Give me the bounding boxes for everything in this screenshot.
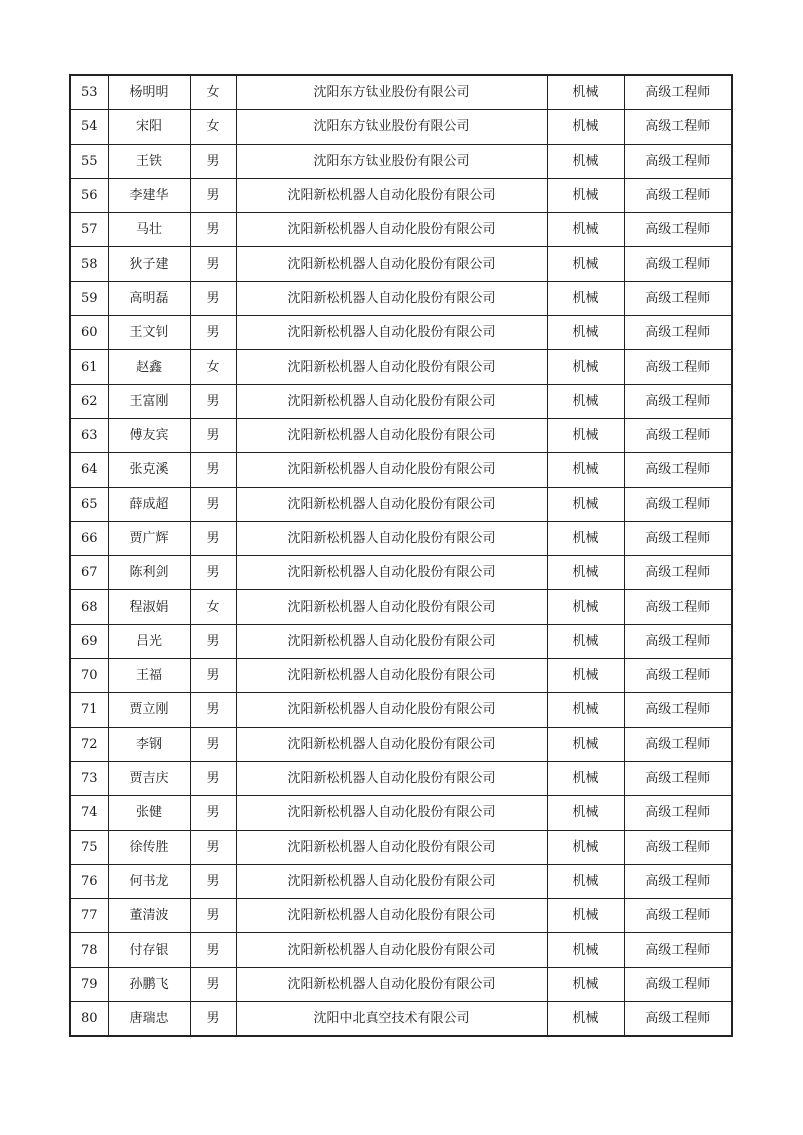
gender-cell: 男 — [190, 761, 236, 795]
title-cell: 高级工程师 — [624, 213, 732, 247]
title-cell: 高级工程师 — [624, 693, 732, 727]
table-row — [70, 487, 732, 521]
gender-cell: 男 — [190, 247, 236, 281]
table-row — [70, 350, 732, 384]
row-number-cell: 60 — [70, 316, 108, 350]
company-cell: 沈阳新松机器人自动化股份有限公司 — [236, 761, 547, 795]
row-number-cell: 69 — [70, 624, 108, 658]
title-cell: 高级工程师 — [624, 556, 732, 590]
name-cell: 杨明明 — [108, 75, 190, 110]
row-number-cell: 74 — [70, 796, 108, 830]
title-cell: 高级工程师 — [624, 624, 732, 658]
table-row — [70, 1002, 732, 1037]
name-cell: 王铁 — [108, 144, 190, 178]
field-cell: 机械 — [547, 761, 624, 795]
table-row — [70, 624, 732, 658]
gender-cell: 男 — [190, 727, 236, 761]
gender-cell: 男 — [190, 796, 236, 830]
title-cell: 高级工程师 — [624, 110, 732, 144]
name-cell: 王富刚 — [108, 384, 190, 418]
company-cell: 沈阳新松机器人自动化股份有限公司 — [236, 727, 547, 761]
gender-cell: 男 — [190, 453, 236, 487]
table-row — [70, 75, 732, 110]
gender-cell: 男 — [190, 316, 236, 350]
row-number-cell: 73 — [70, 761, 108, 795]
gender-cell: 男 — [190, 933, 236, 967]
row-number-cell: 64 — [70, 453, 108, 487]
company-cell: 沈阳新松机器人自动化股份有限公司 — [236, 556, 547, 590]
field-cell: 机械 — [547, 75, 624, 110]
table-row — [70, 590, 732, 624]
table-row — [70, 761, 732, 795]
title-cell: 高级工程师 — [624, 1002, 732, 1037]
title-cell: 高级工程师 — [624, 659, 732, 693]
title-cell: 高级工程师 — [624, 864, 732, 898]
field-cell: 机械 — [547, 178, 624, 212]
row-number-cell: 77 — [70, 899, 108, 933]
name-cell: 付存银 — [108, 933, 190, 967]
row-number-cell: 70 — [70, 659, 108, 693]
table-row — [70, 281, 732, 315]
name-cell: 程淑娟 — [108, 590, 190, 624]
company-cell: 沈阳新松机器人自动化股份有限公司 — [236, 796, 547, 830]
row-number-cell: 61 — [70, 350, 108, 384]
table-row — [70, 727, 732, 761]
field-cell: 机械 — [547, 316, 624, 350]
table-row — [70, 247, 732, 281]
name-cell: 张克溪 — [108, 453, 190, 487]
field-cell: 机械 — [547, 624, 624, 658]
table-row — [70, 521, 732, 555]
table-row — [70, 933, 732, 967]
field-cell: 机械 — [547, 521, 624, 555]
name-cell: 马壮 — [108, 213, 190, 247]
row-number-cell: 79 — [70, 967, 108, 1001]
table-row — [70, 110, 732, 144]
row-number-cell: 71 — [70, 693, 108, 727]
gender-cell: 男 — [190, 213, 236, 247]
gender-cell: 男 — [190, 556, 236, 590]
title-cell: 高级工程师 — [624, 830, 732, 864]
company-cell: 沈阳中北真空技术有限公司 — [236, 1002, 547, 1037]
field-cell: 机械 — [547, 796, 624, 830]
gender-cell: 男 — [190, 659, 236, 693]
gender-cell: 男 — [190, 178, 236, 212]
row-number-cell: 54 — [70, 110, 108, 144]
field-cell: 机械 — [547, 247, 624, 281]
field-cell: 机械 — [547, 693, 624, 727]
field-cell: 机械 — [547, 350, 624, 384]
field-cell: 机械 — [547, 899, 624, 933]
gender-cell: 男 — [190, 384, 236, 418]
gender-cell: 男 — [190, 281, 236, 315]
field-cell: 机械 — [547, 1002, 624, 1037]
title-cell: 高级工程师 — [624, 316, 732, 350]
table-row — [70, 144, 732, 178]
title-cell: 高级工程师 — [624, 75, 732, 110]
gender-cell: 男 — [190, 418, 236, 452]
row-number-cell: 56 — [70, 178, 108, 212]
name-cell: 狄子建 — [108, 247, 190, 281]
company-cell: 沈阳新松机器人自动化股份有限公司 — [236, 350, 547, 384]
name-cell: 张健 — [108, 796, 190, 830]
title-cell: 高级工程师 — [624, 487, 732, 521]
name-cell: 贾吉庆 — [108, 761, 190, 795]
row-number-cell: 57 — [70, 213, 108, 247]
name-cell: 薛成超 — [108, 487, 190, 521]
row-number-cell: 76 — [70, 864, 108, 898]
row-number-cell: 63 — [70, 418, 108, 452]
title-cell: 高级工程师 — [624, 933, 732, 967]
gender-cell: 男 — [190, 144, 236, 178]
gender-cell: 女 — [190, 350, 236, 384]
name-cell: 李建华 — [108, 178, 190, 212]
name-cell: 傅友宾 — [108, 418, 190, 452]
table-row — [70, 418, 732, 452]
gender-cell: 男 — [190, 624, 236, 658]
name-cell: 王文钊 — [108, 316, 190, 350]
gender-cell: 男 — [190, 899, 236, 933]
title-cell: 高级工程师 — [624, 418, 732, 452]
company-cell: 沈阳新松机器人自动化股份有限公司 — [236, 487, 547, 521]
title-cell: 高级工程师 — [624, 967, 732, 1001]
name-cell: 唐瑞忠 — [108, 1002, 190, 1037]
table-row — [70, 899, 732, 933]
company-cell: 沈阳新松机器人自动化股份有限公司 — [236, 864, 547, 898]
field-cell: 机械 — [547, 144, 624, 178]
title-cell: 高级工程师 — [624, 899, 732, 933]
table-row — [70, 693, 732, 727]
table-row — [70, 967, 732, 1001]
company-cell: 沈阳新松机器人自动化股份有限公司 — [236, 830, 547, 864]
table-row — [70, 659, 732, 693]
company-cell: 沈阳新松机器人自动化股份有限公司 — [236, 659, 547, 693]
company-cell: 沈阳新松机器人自动化股份有限公司 — [236, 281, 547, 315]
title-cell: 高级工程师 — [624, 247, 732, 281]
field-cell: 机械 — [547, 659, 624, 693]
field-cell: 机械 — [547, 281, 624, 315]
company-cell: 沈阳新松机器人自动化股份有限公司 — [236, 178, 547, 212]
company-cell: 沈阳新松机器人自动化股份有限公司 — [236, 624, 547, 658]
row-number-cell: 67 — [70, 556, 108, 590]
field-cell: 机械 — [547, 727, 624, 761]
gender-cell: 男 — [190, 693, 236, 727]
table-row — [70, 830, 732, 864]
title-cell: 高级工程师 — [624, 178, 732, 212]
field-cell: 机械 — [547, 590, 624, 624]
company-cell: 沈阳新松机器人自动化股份有限公司 — [236, 933, 547, 967]
company-cell: 沈阳新松机器人自动化股份有限公司 — [236, 316, 547, 350]
company-cell: 沈阳新松机器人自动化股份有限公司 — [236, 453, 547, 487]
row-number-cell: 72 — [70, 727, 108, 761]
table-row — [70, 556, 732, 590]
table-row — [70, 178, 732, 212]
company-cell: 沈阳新松机器人自动化股份有限公司 — [236, 213, 547, 247]
company-cell: 沈阳新松机器人自动化股份有限公司 — [236, 590, 547, 624]
roster-table — [69, 74, 733, 1037]
title-cell: 高级工程师 — [624, 727, 732, 761]
name-cell: 徐传胜 — [108, 830, 190, 864]
title-cell: 高级工程师 — [624, 521, 732, 555]
table-row — [70, 384, 732, 418]
gender-cell: 女 — [190, 75, 236, 110]
company-cell: 沈阳新松机器人自动化股份有限公司 — [236, 384, 547, 418]
field-cell: 机械 — [547, 453, 624, 487]
row-number-cell: 78 — [70, 933, 108, 967]
name-cell: 宋阳 — [108, 110, 190, 144]
name-cell: 赵鑫 — [108, 350, 190, 384]
company-cell: 沈阳新松机器人自动化股份有限公司 — [236, 693, 547, 727]
field-cell: 机械 — [547, 418, 624, 452]
name-cell: 孙鹏飞 — [108, 967, 190, 1001]
table-row — [70, 864, 732, 898]
title-cell: 高级工程师 — [624, 384, 732, 418]
name-cell: 贾立刚 — [108, 693, 190, 727]
company-cell: 沈阳新松机器人自动化股份有限公司 — [236, 521, 547, 555]
company-cell: 沈阳新松机器人自动化股份有限公司 — [236, 967, 547, 1001]
title-cell: 高级工程师 — [624, 590, 732, 624]
field-cell: 机械 — [547, 933, 624, 967]
title-cell: 高级工程师 — [624, 453, 732, 487]
roster-table-body — [70, 75, 732, 1036]
company-cell: 沈阳新松机器人自动化股份有限公司 — [236, 418, 547, 452]
company-cell: 沈阳东方钛业股份有限公司 — [236, 110, 547, 144]
name-cell: 陈利剑 — [108, 556, 190, 590]
row-number-cell: 65 — [70, 487, 108, 521]
field-cell: 机械 — [547, 967, 624, 1001]
title-cell: 高级工程师 — [624, 796, 732, 830]
company-cell: 沈阳东方钛业股份有限公司 — [236, 144, 547, 178]
gender-cell: 女 — [190, 110, 236, 144]
row-number-cell: 75 — [70, 830, 108, 864]
row-number-cell: 80 — [70, 1002, 108, 1037]
field-cell: 机械 — [547, 384, 624, 418]
row-number-cell: 66 — [70, 521, 108, 555]
row-number-cell: 62 — [70, 384, 108, 418]
field-cell: 机械 — [547, 213, 624, 247]
title-cell: 高级工程师 — [624, 761, 732, 795]
name-cell: 王福 — [108, 659, 190, 693]
name-cell: 吕光 — [108, 624, 190, 658]
name-cell: 何书龙 — [108, 864, 190, 898]
field-cell: 机械 — [547, 864, 624, 898]
row-number-cell: 68 — [70, 590, 108, 624]
gender-cell: 男 — [190, 830, 236, 864]
company-cell: 沈阳东方钛业股份有限公司 — [236, 75, 547, 110]
field-cell: 机械 — [547, 110, 624, 144]
table-row — [70, 796, 732, 830]
gender-cell: 女 — [190, 590, 236, 624]
gender-cell: 男 — [190, 967, 236, 1001]
gender-cell: 男 — [190, 487, 236, 521]
row-number-cell: 53 — [70, 75, 108, 110]
company-cell: 沈阳新松机器人自动化股份有限公司 — [236, 899, 547, 933]
field-cell: 机械 — [547, 487, 624, 521]
name-cell: 董清波 — [108, 899, 190, 933]
row-number-cell: 59 — [70, 281, 108, 315]
gender-cell: 男 — [190, 1002, 236, 1037]
gender-cell: 男 — [190, 521, 236, 555]
gender-cell: 男 — [190, 864, 236, 898]
field-cell: 机械 — [547, 830, 624, 864]
table-row — [70, 316, 732, 350]
title-cell: 高级工程师 — [624, 144, 732, 178]
field-cell: 机械 — [547, 556, 624, 590]
company-cell: 沈阳新松机器人自动化股份有限公司 — [236, 247, 547, 281]
row-number-cell: 55 — [70, 144, 108, 178]
name-cell: 李钢 — [108, 727, 190, 761]
title-cell: 高级工程师 — [624, 350, 732, 384]
row-number-cell: 58 — [70, 247, 108, 281]
table-row — [70, 213, 732, 247]
name-cell: 高明磊 — [108, 281, 190, 315]
title-cell: 高级工程师 — [624, 281, 732, 315]
table-row — [70, 453, 732, 487]
name-cell: 贾广辉 — [108, 521, 190, 555]
